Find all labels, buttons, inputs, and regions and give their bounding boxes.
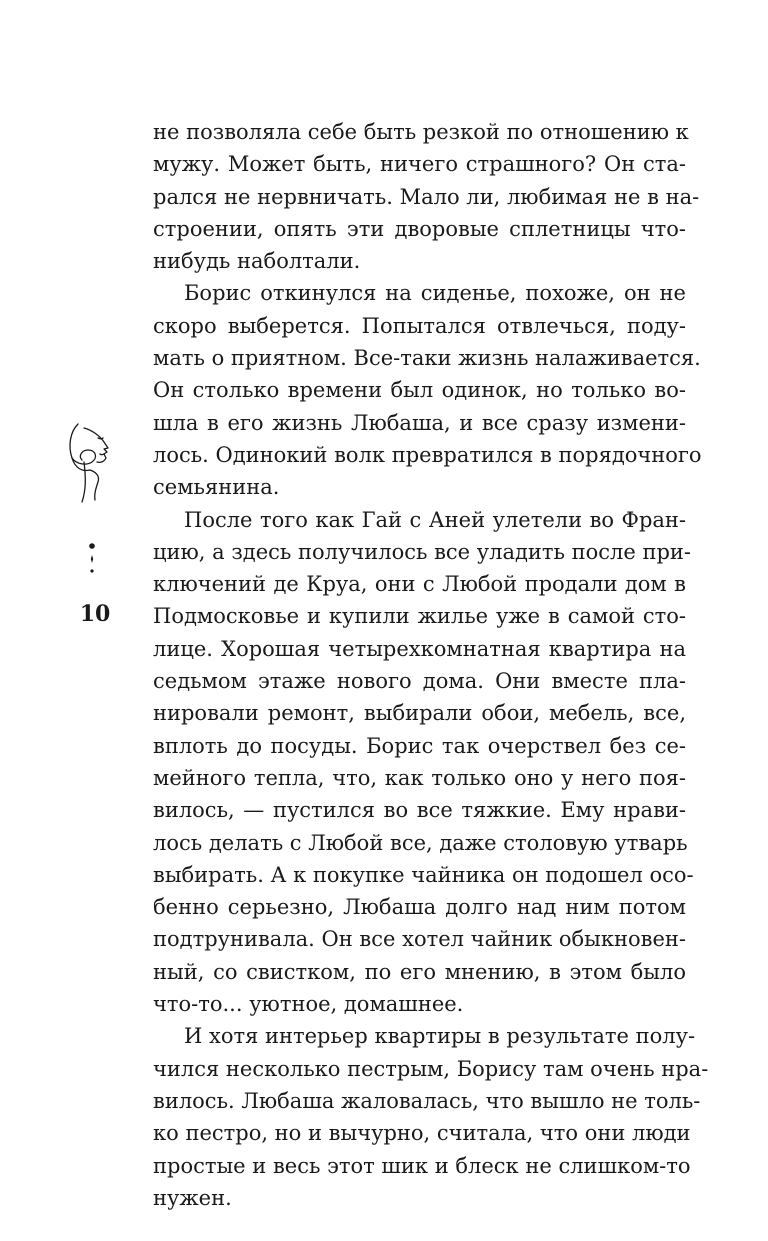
text-line: семьянина. xyxy=(153,475,280,500)
text-line: бенно серьезно, Любаша долго над ним потом xyxy=(153,895,686,920)
text-line: И хотя интерьер квартиры в результате полу- xyxy=(184,1024,696,1049)
text-line: Подмосковье и купили жилье уже в самой сто- xyxy=(153,604,686,629)
text-line: шла в его жизнь Любаша, и все сразу измени- xyxy=(153,410,686,435)
paragraph-2 xyxy=(153,277,702,503)
text-line: Борис откинулся на сиденье, похоже, он не xyxy=(184,281,686,306)
text-line: не позволяла себе быть резкой по отношению к xyxy=(153,120,689,144)
text-line: седьмом этаже нового дома. Они вместе пла- xyxy=(153,669,686,694)
text-line: скоро выберется. Попытался отвлечься, поду- xyxy=(153,313,686,338)
text-line: ко пестро, но и вычурно, считала, что они люди xyxy=(153,1121,691,1146)
text-line: мать о приятном. Все-таки жизнь налаживается. xyxy=(153,346,701,371)
text-line: вилось. Любаша жаловалась, что вышло не толь- xyxy=(153,1088,701,1113)
text-line: вплоть до посуды. Борис так очерствел без се- xyxy=(153,733,686,758)
text-line: строении, опять эти дворовые сплетницы что- xyxy=(153,216,686,241)
text-line: ключений де Круа, они с Любой продали дом в xyxy=(153,572,686,597)
text-line: что-то... уютное, домашнее. xyxy=(153,992,464,1017)
text-line: мужу. Может быть, ничего страшного? Он ста- xyxy=(153,152,686,177)
text-line: чился несколько пестрым, Борису там очень нра- xyxy=(153,1056,709,1081)
face-line-art-icon xyxy=(62,418,122,578)
text-line: вилось, — пустился во все тяжкие. Ему нрави- xyxy=(153,798,686,823)
text-line: простые и весь этот шик и блеск не слишком-то xyxy=(153,1153,691,1178)
paragraph-1 xyxy=(153,116,700,277)
text-line: выбирать. А к покупке чайника он подошел осо- xyxy=(153,862,694,887)
text-line: Он столько времени был одинок, но только во- xyxy=(153,378,686,403)
text-line: мейного тепла, что, как только оно у него поя- xyxy=(153,765,686,790)
paragraph-3 xyxy=(153,504,694,1021)
text-line: После того как Гай с Аней улетели во Фран- xyxy=(184,507,686,532)
text-line: нужен. xyxy=(153,1185,232,1210)
page-number: 10 xyxy=(79,601,111,627)
body-text xyxy=(153,116,709,1214)
paragraph-4 xyxy=(153,1020,709,1214)
text-line: цию, а здесь получилось все уладить после при- xyxy=(153,539,692,564)
text-line: нибудь наболтали. xyxy=(153,249,361,274)
text-line: ный, со свистком, по его мнению, в этом было xyxy=(153,959,686,984)
text-line: лось делать с Любой все, даже столовую утварь xyxy=(153,830,688,855)
text-line: нировали ремонт, выбирали обои, мебель, все, xyxy=(153,701,686,726)
text-line: рался не нервничать. Мало ли, любимая не в на- xyxy=(153,184,700,209)
text-line: лось. Одинокий волк превратился в порядочного xyxy=(153,442,702,467)
text-line: лице. Хорошая четырехкомнатная квартира на xyxy=(153,636,686,661)
text-line: подтрунивала. Он все хотел чайник обыкновен- xyxy=(153,927,686,952)
